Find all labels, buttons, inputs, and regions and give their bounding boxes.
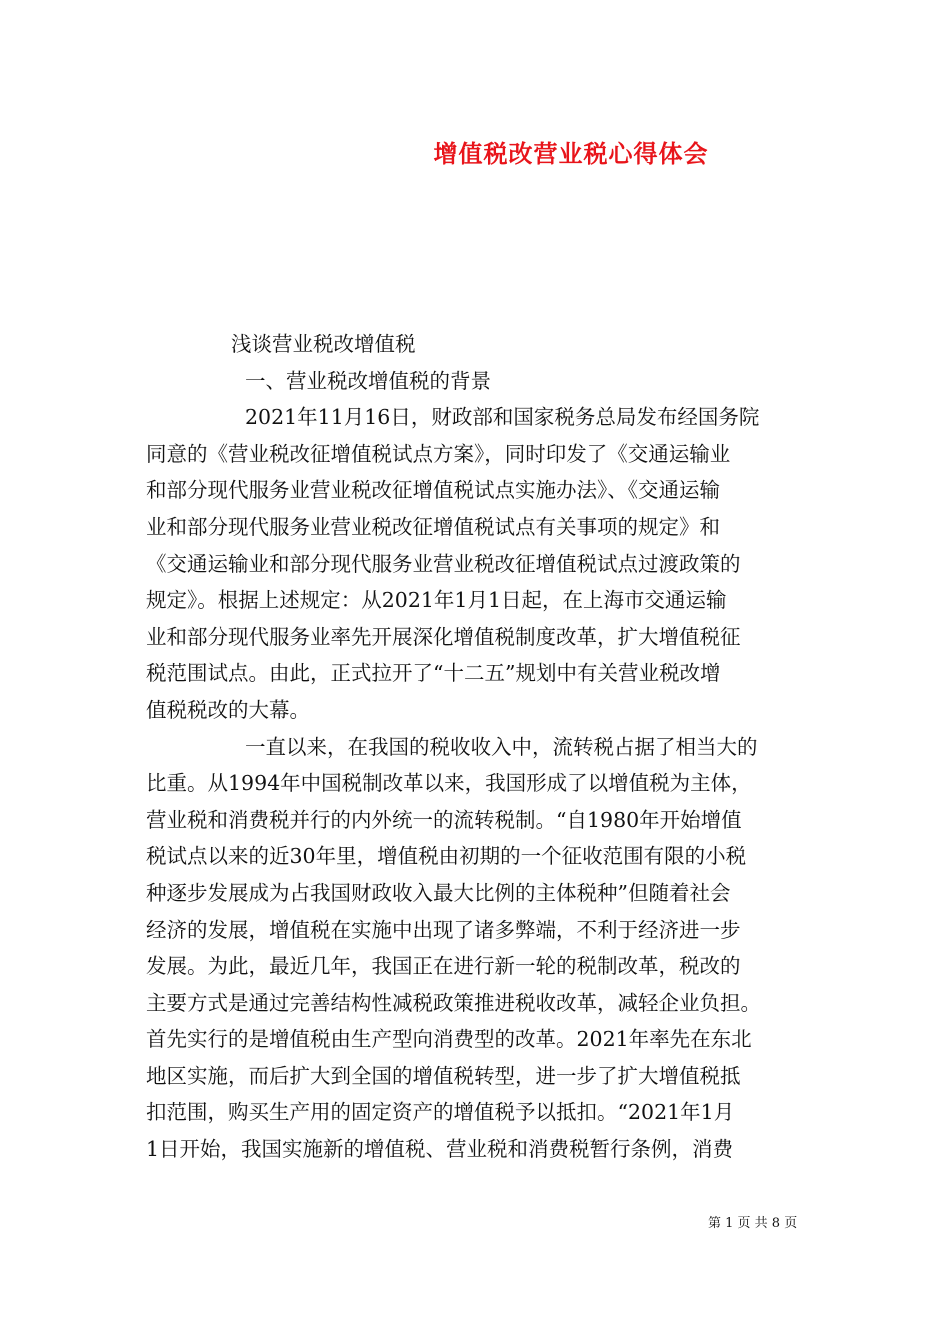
paragraph-line: 比重。从1994年中国税制改革以来，我国形成了以增值税为主体， [146,771,752,796]
paragraph-line: 《交通运输业和部分现代服务业营业税改征增值税试点过渡政策的 [146,551,741,576]
paragraph-line: 业和部分现代服务业营业税改征增值税试点有关事项的规定》和 [146,514,720,539]
paragraph-1 [146,399,814,728]
page-number-footer: 第 1 页 共 8 页 [708,1216,798,1231]
paragraph-line: 2021年11月16日，财政部和国家税务总局发布经国务院 [245,405,760,430]
paragraph-line: 值税税改的大幕。 [146,697,310,722]
document-body [146,326,814,1168]
paragraph-line: 首先实行的是增值税由生产型向消费型的改革。2021年率先在东北 [146,1027,752,1052]
paragraph-line: 发展。为此，最近几年，我国正在进行新一轮的税制改革，税改的 [146,954,741,979]
paragraph-line: 地区实施，而后扩大到全国的增值税转型，进一步了扩大增值税抵 [146,1063,741,1088]
paragraph-line: 1日开始，我国实施新的增值税、营业税和消费税暂行条例，消费 [146,1137,734,1162]
paragraph-line: 种逐步发展成为占我国财政收入最大比例的主体税种”但随着社会 [146,880,731,905]
paragraph-line: 营业税和消费税并行的内外统一的流转税制。“自1980年开始增值 [146,807,742,832]
paragraph-line: 和部分现代服务业营业税改征增值税试点实施办法》、《交通运输 [146,478,720,503]
document-subtitle: 浅谈营业税改增值税 [231,332,416,356]
paragraph-line: 税范围试点。由此，正式拉开了“十二五”规划中有关营业税改增 [146,661,721,686]
paragraph-2 [146,729,814,1168]
paragraph-line: 经济的发展，增值税在实施中出现了诸多弊端，不利于经济进一步 [146,917,741,942]
paragraph-line: 主要方式是通过完善结构性减税政策推进税收改革，减轻企业负担。 [146,990,761,1015]
paragraph-line: 扣范围，购买生产用的固定资产的增值税予以抵扣。“2021年1月 [146,1100,735,1125]
paragraph-line: 一直以来，在我国的税收收入中，流转税占据了相当大的 [245,734,758,759]
document-title: 增值税改营业税心得体会 [433,139,709,168]
paragraph-line: 税试点以来的近30年里，增值税由初期的一个征收范围有限的小税 [146,844,747,869]
paragraph-line: 业和部分现代服务业率先开展深化增值税制度改革，扩大增值税征 [146,624,741,649]
paragraph-line: 同意的《营业税改征增值税试点方案》，同时印发了《交通运输业 [146,441,731,466]
section-heading: 一、营业税改增值税的背景 [245,368,491,393]
paragraph-line: 规定》。根据上述规定：从2021年1月1日起，在上海市交通运输 [146,588,727,613]
